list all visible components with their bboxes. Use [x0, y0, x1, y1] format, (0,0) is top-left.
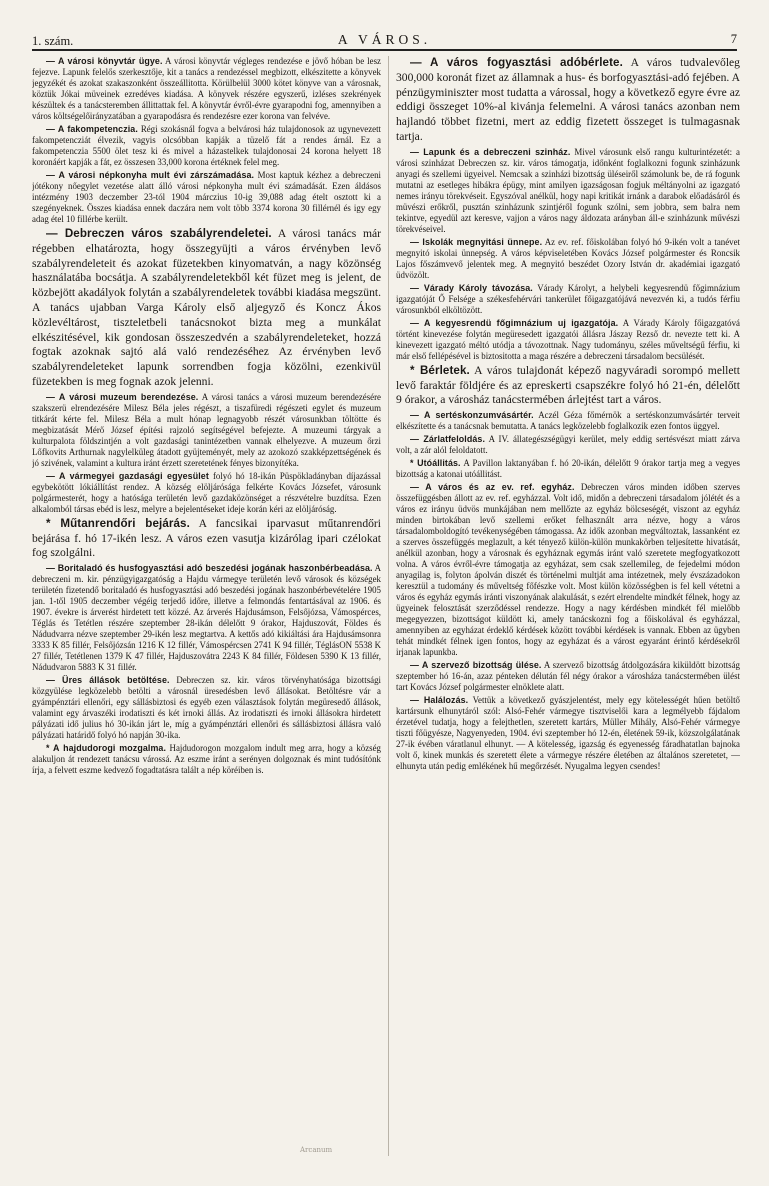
- article-body: Mivel városunk első rangu kulturintézetét: a városi szinházat Debreczen sz. kir. város támogatja, időnként foglalkozni fogunk szinházunk anyagi és szellemi ügyeivel. Nemcsak a szinházi bizottság üléseiről számolunk be, de rá fogunk mutatni az esetleges hibákra épügy, mint amilyen igazságosan fogjuk méltányolni az igazgató nemes irányu törekvéseit. Egyszóval anélkül, hogy napi kritikát irnánk a darabok előadásáról és müvészi erőkről, pusztán szinházunk szintjéről fogunk szólni, sem jobbra, sem balra nem tekintve, egyedül azt keresve, vajjon a város nagy áldozata arányban áll-e szinházunk művészi törekvéseivel.: [396, 146, 740, 234]
- article-title: — Debreczen város szabályrendeletei.: [46, 227, 272, 240]
- article-body: A városi könyvtár végleges rendezése e jövő hóban be lesz fejezve. Lapunk felelős szerkesztője, kit a tanács a rendezéssel megbizott, elkészitette a könyvek jegyzékét és azokat szakaszonként összeállitotta. Körülbelül 3000 kötet könyve van a városnak, köztük Jókai müveinek ezredéves kiadása. A könyvek részére egyszerű, izléses szekrények készültek és a tanácsteremben állittattak fel. A könyvtár évről-évre gyarapodni fog, amennyiben a város költségelőirányzatában a gyarapodásra és rendezésre ezer korona van felvéve.: [32, 56, 381, 121]
- article: [32, 563, 381, 673]
- article-body: A fancsikai iparvasut műtanrendőri bejárása f. hó 17-ikén lesz. A város ezen vasutja kizárólag ipari czélokat fog szolgálni.: [32, 516, 381, 560]
- page-header: [32, 28, 737, 48]
- article-title: — Halálozás.: [410, 695, 469, 706]
- column-divider: [388, 56, 389, 1156]
- article: [396, 695, 740, 772]
- left-column: [32, 56, 381, 1166]
- article-title: — A fakompetenczia.: [46, 124, 138, 134]
- article-title: * Bérletek.: [410, 363, 470, 377]
- article-title: — A város fogyasztási adóbérlete.: [410, 56, 623, 69]
- article-title: — A város és az ev. ref. egyház.: [410, 482, 575, 493]
- article-body: Vettük a következő gyászjelentést, mely egy kötelességét hűen betöltő kartársunk elhunytáról szól: Alsó-Fehér vármegye tisztviselői kara a legmélyebb fájdalom érzetével tudatja, hogy a felejthetlen, szeretett kartárs, Müller Mihály, Alsó-Fehér vármegye tiszti főügyésze, Nagyenyeden, 1904. évi szeptember hó 12-én, életének 59-ik, közszolgálatának 27-ik évében váratlanul elhunyt. — A kötelesség, igazság és egyenesség fáradhatatlan bajnoka volt ő, kinek munkás és szeretett élete a vármegye részére életében az általános szeretetet, — elhunyta után pedig emlékének hű megőrzését. Nyugalma legyen csendes!: [396, 695, 740, 772]
- page-number: 7: [730, 32, 737, 46]
- article-body: A városi tanács a városi muzeum berendezésére szakszerü elrendezésére Milesz Béla jeles régészt, a tiszafüredi régészeti egylet és muzeum titkárát kérte fel. Milesz Béla a mult hónap legnagyobb részét városunkban töltötte és megbizatását Mérő József építési rajzoló segítségével befejezte. A muzeumi tárgyak a kulturpalota földszintjén a volt gazdasági tanintézetben vannak elhelyezve. A muzeum őrzi Lőfkovits Arthurnak nagylelküleg átadott gyüjteményét, mely az azokozó szakképzettségének és jó szivének, valamint a kultura iránt érzett szeretetének fényes bizonyítéka.: [32, 391, 381, 468]
- article-body: Debreczen sz. kir. város törvényhatósága bizottsági közgyülése legközelebb betölti a városnál üresedésben levő állásokat. Betöltésre vár a gyámpénztári ellenőri, egy sállásbiztosi és egyéb ezen választások folytán megüresedő állások, valamint egy árvaszéki irodatiszti és két irnoki állás. Az irodatiszti és irnoki állásokra hirdetett pályázati idő julius hó 30-ikán járt le, míg a gyámpénztári ellenőri és sállásbiztosi állásra való pályázati határidő folyó hó napján 30-ika.: [32, 675, 381, 741]
- article-title: * Utóállitás.: [410, 458, 461, 469]
- header-rule: [32, 49, 737, 51]
- article-title: — A sertéskonzumvásártér.: [410, 410, 534, 421]
- article-title: — A városi népkonyha mult évi zárszámadása.: [46, 170, 255, 180]
- article-title: — A szervező bizottság ülése.: [410, 660, 542, 671]
- article-body: Hajdudorogon mozgalom indult meg arra, hogy a község alakuljon át rendezett tanácsu várossá. Az eszme iránt a serényen dolgoznak és mint tudósítónk írja, a felvett eszme kedvező fogadtatásra talált a nép köréiben is.: [32, 743, 381, 776]
- article: [32, 56, 381, 122]
- article-body: A város tulajdonát képező nagyváradi sorompó mellett levő faraktár földjére és az epreskerti csapszékre folyó hó 21-én, délelőtt 9 órakor, a városház tanácstermében árlejtést tart a város.: [396, 363, 740, 407]
- newspaper-title: A VÁROS.: [337, 32, 432, 47]
- article-title: — A kegyesrendü főgimnázium uj igazgatója.: [410, 317, 619, 328]
- article: [396, 237, 740, 281]
- article-body: A Várady Károly főigazgatóvá történt kinevezése folytán megüresedett igazgatói állásra Jászay Rezső dr. nevezte tett ki. A kinevezett igazgató méltó utódja a távozottnak. Nagy tudományu, széles műveltségű férfiu, ki már első fellépésével is biztositotta a maga részére a debreczeni társadalom becsülését.: [396, 317, 740, 361]
- article: [396, 660, 740, 693]
- article-title: — A városi muzeum berendezése.: [46, 391, 199, 402]
- article-body: Várady Károlyt, a helybeli kegyesrendü főgimnázium igazgatóját Ő Felsége a székesfehérvári tankerület főigazgatójává nevezvén ki, a tudós férfiu városunkból elköltözött.: [396, 282, 740, 315]
- article-body: Régi szokásnál fogva a belvárosi ház tulajdonosok az ugynevezett fakompetencziát élvezik, vagyis olcsóbban kapják a tüzelő fát a rendes árnál. Ez a fakompetenczia 5500 ölet tesz ki és mivel a házastelkek tulajdonosai 24 korona helyett 18 koronáért kapják a fát, ez összesen 33,000 korona értéknek felel meg.: [32, 124, 381, 167]
- article-body: A IV. állategészségügyi kerület, mely eddig sertésvészt miatt zárva volt, a zár alól feloldatott.: [396, 434, 740, 456]
- article: [396, 283, 740, 316]
- article: [32, 124, 381, 168]
- article-body: Aczél Géza főmérnök a sertéskonzumvásártér terveit elkészítette és a tanácsnak bemutatta. A tanács legközelebb foglalkozik ezen fontos üggyel.: [396, 410, 740, 432]
- article: [396, 434, 740, 456]
- article-title: — Boritaladó és husfogyasztási adó beszedési jogának haszonbérbeadása.: [46, 563, 373, 574]
- article: [396, 56, 740, 145]
- article: [32, 517, 381, 561]
- article: [396, 458, 740, 480]
- right-column: [396, 56, 740, 1166]
- article-body: A Pavillon laktanyában f. hó 20-ikán, délelőtt 9 órakor tartja meg a vegyes bizottság a katonai utóállitást.: [396, 458, 740, 480]
- article: [32, 227, 381, 390]
- article-title: — Zárlatfeloldás.: [410, 434, 486, 445]
- article-body: folyó hó 18-ikán Püspökladányban díjazással egybekötött lókiállítást rendez. A község elöljárósága felkérte Kovács Józsefet, városunk polgármesterét, hogy a hatósága területén levő gazdaközönséget a részvételre buzdítsa. Ezen alkalomból társas ebéd is lesz, melyre a bejelentéseket ideje korán kéri az elöljáróság.: [32, 470, 381, 514]
- article: [32, 743, 381, 776]
- article: [396, 364, 740, 408]
- article-title: — A városi könyvtár ügye.: [46, 56, 163, 66]
- article-title: — Lapunk és a debreczeni szinház.: [410, 146, 571, 157]
- article-body: A városi tanács már régebben elhatározta, hogy összegyüjti a város érvényben levő szabályrendeleteit és azokat füzetekben kinyomatván, a nagy közönség használatába bocsátja. A szabályrendeletekből két füzet meg is jelent, de közbejött akadályok folytán a szabályrendeletek további kiadása megszünt. A tanács ujabban Varga Károly első aljegyző és Koncz Ákos közlevéltárost, tiszteletbeli tanácsnokot bizta meg a munkálat elkészitésével, kik gondosan összeszedvén a szabályrendeleteket, hozzá fogtak azoknak sajtó alá való rendezéséhez Az érvényben levő szabályrendeleteket lapunk sorrendben fogja közölni, ezenkivül füzetekben is meg fognak azok jelenni.: [32, 227, 381, 388]
- article-body: Most kaptuk kézhez a debreczeni jótékony nőegylet vezetése alatt álló városi népkonyha mult évi számadását. Ezen áldásos intézmény 1903 deczember 23-tól 1904 márczius 10-ig 39,088 adag ételt osztott ki a szegényeknek. Összes kiadása ennek daczára nem volt több 3374 korona 30 fillérnél és igy egy adag étel 10 fillérbe került.: [32, 170, 381, 224]
- article-title: — Várady Károly távozása.: [410, 282, 533, 293]
- article: [32, 675, 381, 741]
- issue-number: 1. szám.: [32, 34, 74, 48]
- article: [396, 482, 740, 658]
- article: [396, 318, 740, 362]
- article: [396, 147, 740, 235]
- article: [32, 392, 381, 469]
- article-body: A szervező bizottság átdolgozására kiküldött bizottság szeptember hó 16-án, azaz pénteken délután fél négy órakor a városháza tanácstermében ülést tart Kovács József polgármester elnöklete alatt.: [396, 660, 740, 693]
- article-body: Az ev. ref. főiskolában folyó hó 9-ikén volt a tanévet megnyitó iskolai ünnepség. A város képviseletében Kovács József polgármester és Roncsik Lajos főszámvevő jelentek meg. A megnyitó beszédet Ozory István dr. akadémiai igazgató üdvözölt.: [396, 236, 740, 280]
- article: [32, 471, 381, 515]
- article-body: Debreczen város minden időben szerves összefüggésben állott az ev. ref. egyházzal. Volt idő, midőn a debreczeni társadalom jólétét és a város ez irányu üdvös munkájában nem mellőzte az egyház bölcseségét, viszont az egyház minden birtokában levő szellemi erőket felhasznált arra nézve, hogy a város társadalomboldogító tevékenységében támogassa. Az idők azonban megváltoztak, lassanként ez a szerves összefüggés meglazult, a két tényező külön-külön munkakörben teljesítette hivatását, anélkül azonban, hogy a városnak és egyháznak egymás iránt való szeretete megfogyatkozott volna. A város évről-évre támogatja az egyházat, sem csak szellemileg, de fejedelmi módon anyagilag is, folyton ápolván diszét és történelmi multját ama intézetnek, mely évszázadokon keresztül a tudomány és műveltség főfészke volt. Most külön közösségben is fel kell vétetni a város és egyház egymás iránti viszonyának alakulását, s ezért elrendelte mindkét félnek, hogy az ügyeinek felosztását szerződéssel rendezze. Hogy a nagy kérdésben mindkét fél mielőbb megegyezzen, bizottságot küldött ki, amely tanácskozni fog a főiskolával és egyházzal, amennyiben az egyházat érdeklő kérdések között további kérdések is vannak. Ebben az ügyben tehát mindkét félnek igen fontos, hogy az egyházat és a várost egyaránt érintő kérdésekről irjanak lapunkba.: [396, 482, 740, 658]
- article: [32, 170, 381, 225]
- article-title: — A vármegyei gazdasági egyesület: [46, 470, 209, 481]
- article-body: A város tudvalevőleg 300,000 koronát fizet az államnak a hus- és borfogyasztási-adó fejében. A pénzügyminiszter most tudatta a várossal, hogy a következő egyre évre az eddigi összeget 10%-al kivánja felemelni. A városi tanács azonban nem hajlandó többet fizetni, mert az eddig fizetett összeget is tulmagasnak tartja.: [396, 56, 740, 143]
- watermark: Arcanum: [300, 1146, 333, 1154]
- article-title: — Iskolák megnyitási ünnepe.: [410, 236, 543, 247]
- article-title: — Üres állások betöltése.: [46, 675, 170, 686]
- article-body: A debreczeni m. kir. pénzügyigazgatóság a Hajdu vármegye területén levő városok és községek területén fizetendő boritaladó és husfogyasztási adó beszedési jogának haszonbérbevételére 1905 jan. 1-től 1905 deczember végéig terjedő időre, illetve a felmondás fentartásával az 1906. és 1907. évekre is árverést hirdetett tett közzé. Az árverés Hajdusámson, Felsőjózsa, Vámospérces, Téglás és Tetétlen részére szeptember 28-ikán délelőtt 9 órakor, Hajduszovát, Földes és Nádudvarra nézve szeptember 29-ikén lesz megtartva. A kettős adó kikiáltási ára Hajdusámsonra 3333 K 85 fillér, Felsőjózsán 1216 K 12 fillér, Vámospércsen 2741 K 94 fillér, TéglásON 5538 K 27 fillér, Tetétlenen 1379 K 47 fillér, Hajduszovátra 2243 K 84 fillér, Földesen 5390 K 13 fillér, Nádudvaron 5883 K 31 fillér.: [32, 563, 381, 673]
- article-title: * Műtanrendőri bejárás.: [46, 516, 190, 530]
- article-title: * A hajdudorogi mozgalma.: [46, 743, 167, 754]
- article: [396, 410, 740, 432]
